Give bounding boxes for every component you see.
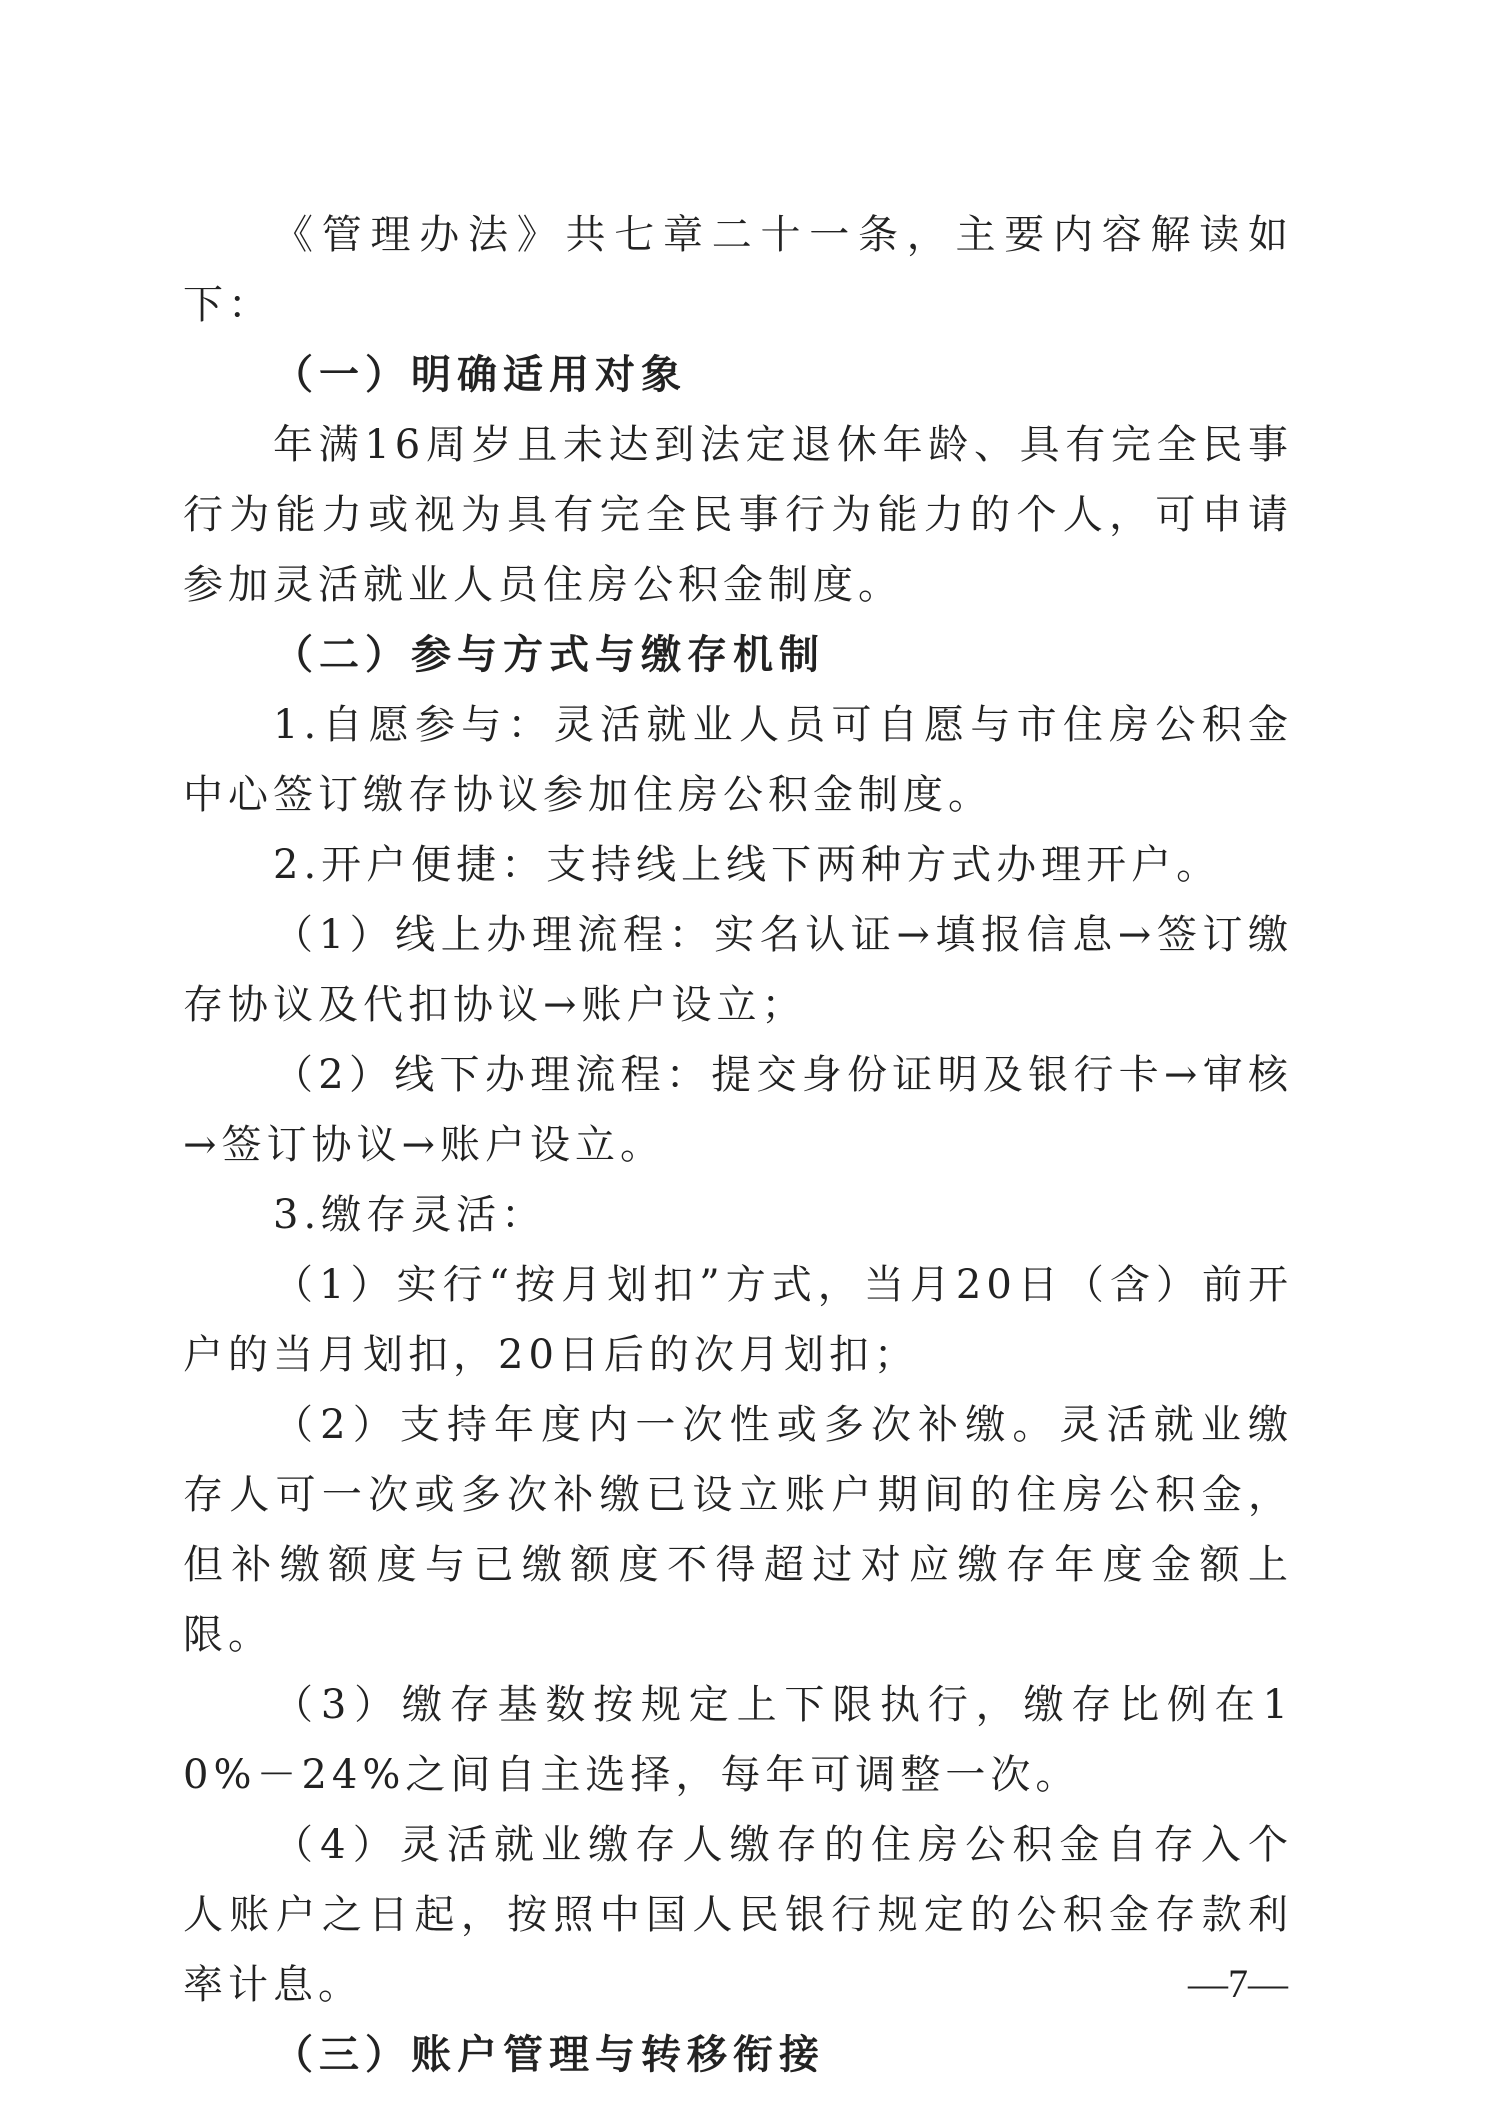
paragraph-account-opening: 2.开户便捷：支持线上线下两种方式办理开户。: [273, 842, 1222, 888]
paragraph-interest: （4）灵活就业缴存人缴存的住房公积金自存入个人账户之日起，按照中国人民银行规定的公积金存款利率计息。: [183, 1822, 1293, 2008]
paragraph-intro: 《管理办法》共七章二十一条，主要内容解读如下：: [183, 212, 1293, 328]
paragraph-monthly-deduction: （1）实行“按月划扣”方式，当月20日（含）前开户的当月划扣，20日后的次月划扣；: [183, 1262, 1293, 1378]
paragraph-flexible-deposit: 3.缴存灵活：: [273, 1192, 547, 1238]
heading-participation-and-deposit: （二）参与方式与缴存机制: [273, 631, 825, 678]
paragraph-voluntary: 1.自愿参与：灵活就业人员可自愿与市住房公积金中心签订缴存协议参加住房公积金制度。: [183, 702, 1293, 818]
paragraph-online-process: （1）线上办理流程：实名认证→填报信息→签订缴存协议及代扣协议→账户设立；: [183, 912, 1293, 1028]
document-body: [183, 200, 1293, 2090]
heading-account-management: （三）账户管理与转移衔接: [273, 2031, 825, 2078]
paragraph-eligibility: 年满16周岁且未达到法定退休年龄、具有完全民事行为能力或视为具有完全民事行为能力的个人，可申请参加灵活就业人员住房公积金制度。: [183, 422, 1293, 608]
paragraph-supplementary-payment: （2）支持年度内一次性或多次补缴。灵活就业缴存人可一次或多次补缴已设立账户期间的住房公积金，但补缴额度与已缴额度不得超过对应缴存年度金额上限。: [183, 1402, 1293, 1658]
heading-applicable-objects: （一）明确适用对象: [273, 351, 687, 398]
page-number: —7—: [1188, 1961, 1288, 2006]
paragraph-deposit-ratio: （3）缴存基数按规定上下限执行，缴存比例在10%－24%之间自主选择，每年可调整一次。: [183, 1682, 1293, 1798]
paragraph-offline-process: （2）线下办理流程：提交身份证明及银行卡→审核→签订协议→账户设立。: [183, 1052, 1293, 1168]
